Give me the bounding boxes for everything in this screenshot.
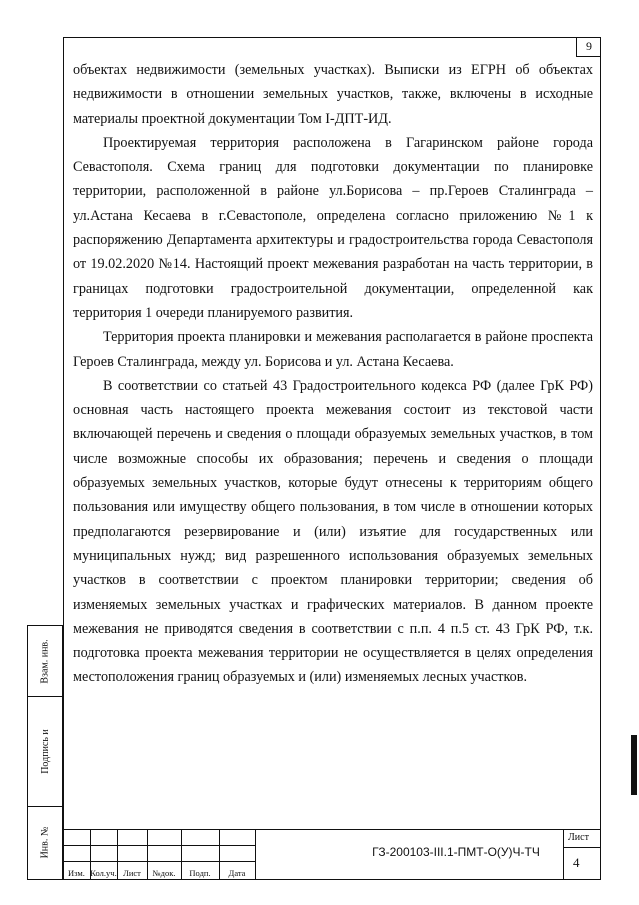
paragraph-1: объектах недвижимости (земельных участках). Выписки из ЕГРН об объектах недвижимости в отношении земельных участков, также, включены в исходные материалы проектной документации Том I-ДПТ-ИД. bbox=[73, 62, 593, 127]
side-cell-inv bbox=[28, 806, 62, 878]
col-podp: Подп. bbox=[189, 868, 211, 878]
paragraph-4: В соответствии со статьей 43 Градостроительного кодекса РФ (далее ГрК РФ) основная часть настоящего проекта межевания состоит из текстовой части включающей перечень и сведения о площади образуемых земельных участков, в том числе возможные способы их образования; перечень и сведения о площади образуемых земельных участков, которые будут отнесены к территориям общего пользования или имуществу общего пользования, в том числе в отношении которых предполагаются резервирование и (или) изъятие для государственных или муниципальных нужд; вид разрешенного использования образуемых земельных участков в соответствии с проектом планировки территории; сведения об изменяемых земельных участках и графических материалов. В данном проекте межевания не приводятся сведения в соответствии с п.п. 4 п.5 ст. 43 ГрК РФ, т.к. подготовка проекта межевания территории не осуществляется в целях определения местоположения границ образуемых и (или) изменяемых лесных участков. bbox=[73, 377, 593, 686]
col-ndok: №док. bbox=[152, 868, 176, 878]
document-code: ГЗ-200103-III.1-ПМТ-О(У)Ч-ТЧ bbox=[372, 845, 540, 859]
paragraph-2: Проектируемая территория расположена в Гагаринском районе города Севастополя. Схема границ для подготовки документации по планировке территории, расположенной в районе ул.Борисова – пр.Героев Сталинграда – ул.Астана Кесаева в г.Севастополе, определена согласно приложению №1 к распоряжению Департамента архитектуры и градостроительства города Севастополя от 19.02.2020 №14. Настоящий проект межевания разработан на часть территории, в границах подготовки градостроительной документации, определенной как территория 1 очереди планируемого развития. bbox=[73, 134, 593, 321]
side-label-podpis: Подпись и bbox=[39, 728, 51, 774]
col-kol-uch: Кол.уч. bbox=[90, 868, 117, 878]
page-number: 9 bbox=[576, 37, 601, 57]
sheet-label: Лист bbox=[568, 832, 589, 843]
col-list: Лист bbox=[123, 868, 141, 878]
side-cell-vzam bbox=[28, 626, 62, 697]
col-izm: Изм. bbox=[68, 868, 85, 878]
title-block bbox=[63, 829, 601, 880]
document-body bbox=[73, 58, 593, 690]
col-data: Дата bbox=[228, 868, 246, 878]
paragraph-3: Территория проекта планировки и межевания располагается в районе проспекта Героев Сталинграда, между ул. Борисова и ул. Астана Кесаева. bbox=[73, 329, 593, 370]
side-label-inv: Инв. № bbox=[39, 826, 51, 858]
sheet-number: 4 bbox=[573, 855, 580, 870]
side-cell-podpis bbox=[28, 696, 62, 807]
side-label-vzam: Взам. инв. bbox=[39, 638, 51, 684]
side-stamp bbox=[27, 625, 63, 880]
scan-edge-mark bbox=[631, 735, 637, 795]
